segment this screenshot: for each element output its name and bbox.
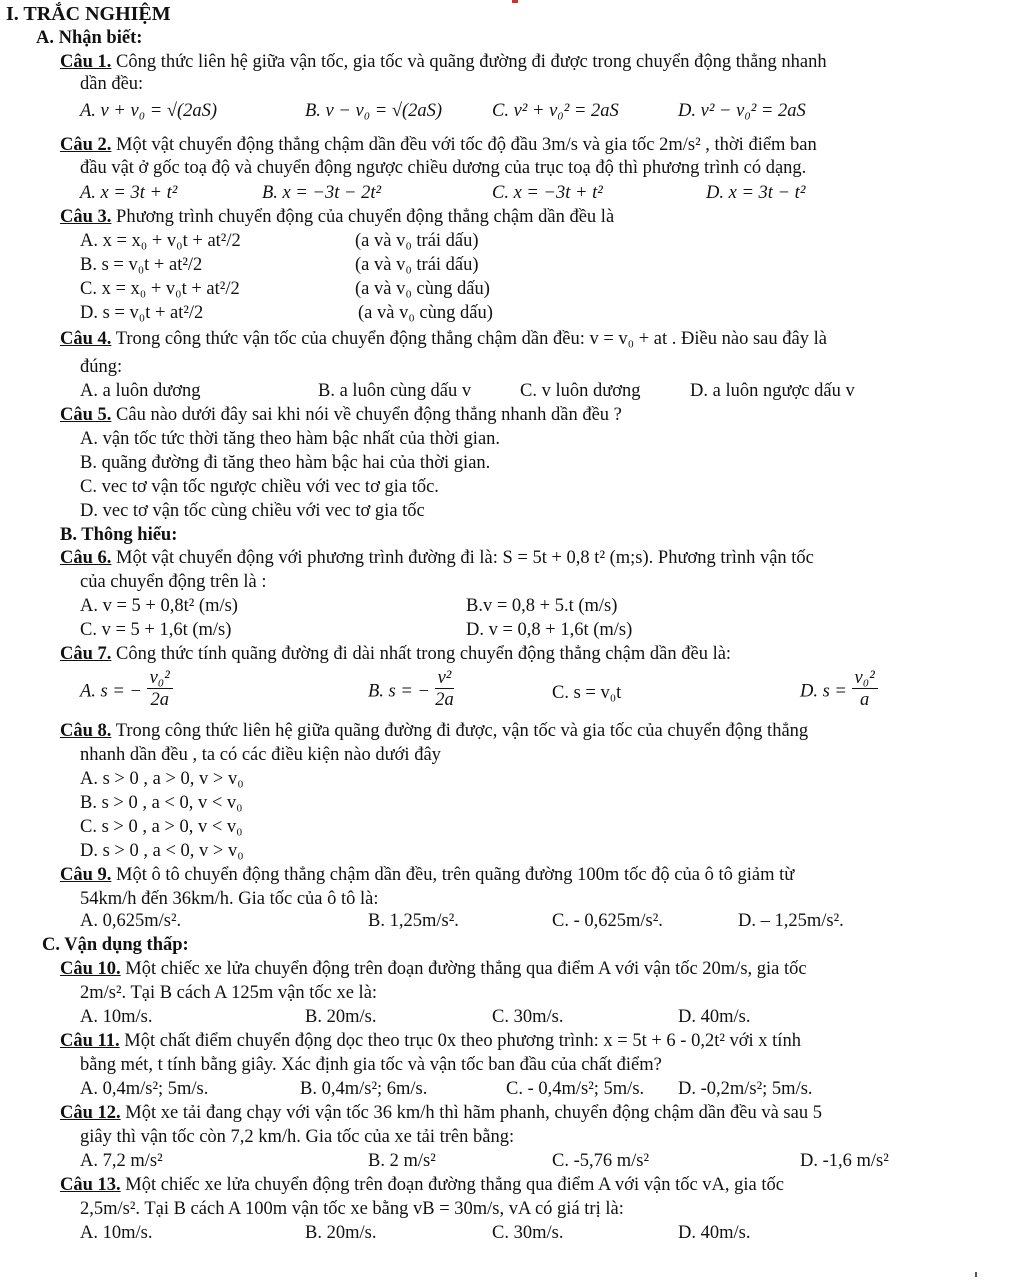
- question-6: [60, 547, 814, 569]
- option-a-prefix: A. s = −: [80, 681, 142, 702]
- option-c: C. x = −3t + t²: [492, 183, 603, 203]
- option-d: D. s = v₀t + at²/2: [80, 303, 204, 323]
- option-a: A. a luôn dương: [80, 381, 201, 401]
- question-number: Câu 13.: [60, 1175, 121, 1195]
- part-b-heading: B. Thông hiểu:: [60, 525, 178, 545]
- fraction: [435, 668, 455, 711]
- option-b: B. x = −3t − 2t²: [262, 183, 382, 203]
- question-3: [60, 206, 614, 228]
- option-c-note: (a và v₀ cùng dấu): [355, 279, 490, 299]
- option-b: [368, 670, 454, 713]
- option-b-note: (a và v₀ trái dấu): [355, 255, 479, 275]
- numerator: v₀²: [147, 668, 173, 689]
- question-number: Câu 3.: [60, 207, 112, 227]
- option-c: C. v² + v₀² = 2aS: [492, 101, 619, 121]
- option-c: C. - 0,4m/s²; 5m/s.: [506, 1079, 645, 1099]
- question-text: Một chiếc xe lửa chuyển động trên đoạn đường thẳng qua điểm A với vận tốc 20m/s, gia tốc: [120, 959, 807, 979]
- question-number: Câu 12.: [60, 1103, 121, 1123]
- option-a: A. x = x₀ + v₀t + at²/2: [80, 231, 241, 251]
- question-8: [60, 720, 808, 742]
- denominator: a: [860, 690, 870, 710]
- question-text-cont: dần đều:: [80, 74, 144, 94]
- option-c: C. x = x₀ + v₀t + at²/2: [80, 279, 240, 299]
- option-b: B. quãng đường đi tăng theo hàm bậc hai của thời gian.: [80, 453, 491, 473]
- option-c: C. vec tơ vận tốc ngược chiều với vec tơ gia tốc.: [80, 477, 439, 497]
- option-b-prefix: B. s = −: [368, 681, 430, 702]
- option-d: D. vec tơ vận tốc cùng chiều với vec tơ gia tốc: [80, 501, 425, 521]
- question-text: Công thức liên hệ giữa vận tốc, gia tốc và quãng đường đi được trong chuyển động thẳng nhanh: [111, 52, 827, 72]
- option-a: A. v = 5 + 0,8t² (m/s): [80, 596, 238, 616]
- option-d: D. v² − v₀² = 2aS: [678, 101, 806, 121]
- option-a: A. 0,4m/s²; 5m/s.: [80, 1079, 209, 1099]
- question-text-cont: nhanh dần đều , ta có các điều kiện nào dưới đây: [80, 745, 441, 765]
- question-text: Một vật chuyển động với phương trình đường đi là: S = 5t + 0,8 t² (m;s). Phương trình vận tốc: [111, 548, 814, 568]
- option-d: D. 40m/s.: [678, 1007, 751, 1027]
- option-a: A. v + v₀ = √(2aS): [80, 101, 218, 121]
- question-text: Một ô tô chuyển động thẳng chậm dần đều, trên quãng đường 100m tốc độ của ô tô giảm từ: [111, 865, 795, 885]
- question-number: Câu 8.: [60, 721, 112, 741]
- question-10: [60, 958, 807, 980]
- question-number: Câu 1.: [60, 52, 112, 72]
- question-number: Câu 11.: [60, 1031, 120, 1051]
- option-d-prefix: D. s =: [800, 681, 852, 702]
- option-c: C. s > 0 , a > 0, v < v₀: [80, 817, 243, 837]
- question-text: Câu nào dưới đây sai khi nói về chuyển động thẳng nhanh dần đều ?: [111, 405, 622, 425]
- option-a-note: (a và v₀ trái dấu): [355, 231, 479, 251]
- question-7: [60, 643, 731, 665]
- option-d: D. -0,2m/s²; 5m/s.: [678, 1079, 813, 1099]
- option-b: B. 20m/s.: [305, 1223, 377, 1243]
- denominator: 2a: [435, 690, 454, 710]
- option-c: C. s = v₀t: [552, 683, 622, 703]
- question-text-cont: giây thì vận tốc còn 7,2 km/h. Gia tốc của xe tải trên bằng:: [80, 1127, 515, 1147]
- question-12: [60, 1102, 822, 1124]
- question-13: [60, 1174, 784, 1196]
- option-b: B. 0,4m/s²; 6m/s.: [300, 1079, 428, 1099]
- scan-mark-top: [512, 0, 518, 3]
- question-text: Một chất điểm chuyển động dọc theo trục 0x theo phương trình: x = 5t + 6 - 0,2t² với x tính: [119, 1031, 801, 1051]
- question-number: Câu 10.: [60, 959, 121, 979]
- option-b: B. 2 m/s²: [368, 1151, 436, 1171]
- option-b: B. s > 0 , a < 0, v < v₀: [80, 793, 243, 813]
- fraction: [147, 668, 173, 711]
- option-a: A. 10m/s.: [80, 1007, 153, 1027]
- option-d: D. v = 0,8 + 1,6t (m/s): [466, 620, 633, 640]
- option-b: B. v − v₀ = √(2aS): [305, 101, 443, 121]
- fraction: [852, 668, 878, 711]
- question-number: Câu 6.: [60, 548, 112, 568]
- question-number: Câu 5.: [60, 405, 112, 425]
- option-a: [80, 670, 173, 713]
- option-b: B. 20m/s.: [305, 1007, 377, 1027]
- question-text-cont: 2m/s². Tại B cách A 125m vận tốc xe là:: [80, 983, 378, 1003]
- option-d: D. 40m/s.: [678, 1223, 751, 1243]
- question-number: Câu 2.: [60, 135, 112, 155]
- question-text: Một vật chuyển động thẳng chậm dần đều với tốc độ đầu 3m/s và gia tốc 2m/s² , thời điểm ban: [111, 135, 817, 155]
- scan-mark-bottom: [975, 1272, 977, 1277]
- question-1: [60, 51, 827, 73]
- option-a: A. x = 3t + t²: [80, 183, 178, 203]
- option-a: A. 7,2 m/s²: [80, 1151, 163, 1171]
- question-5: [60, 404, 622, 426]
- question-text-cont: bằng mét, t tính bằng giây. Xác định gia tốc và vận tốc ban đầu của chất điểm?: [80, 1055, 662, 1075]
- option-b: B. a luôn cùng dấu v: [318, 381, 472, 401]
- question-number: Câu 7.: [60, 644, 112, 664]
- question-text-cont: 54km/h đến 36km/h. Gia tốc của ô tô là:: [80, 889, 379, 909]
- option-a: A. 0,625m/s².: [80, 911, 182, 931]
- question-text: Trong công thức liên hệ giữa quãng đường đi được, vận tốc và gia tốc của chuyển động thẳng: [111, 721, 809, 741]
- question-text: Công thức tính quãng đường đi dài nhất trong chuyển động thẳng chậm dần đều là:: [111, 644, 732, 664]
- option-c: C. - 0,625m/s².: [552, 911, 663, 931]
- option-d: D. x = 3t − t²: [706, 183, 806, 203]
- option-c: C. 30m/s.: [492, 1007, 564, 1027]
- question-number: Câu 9.: [60, 865, 112, 885]
- option-c: C. v luôn dương: [520, 381, 641, 401]
- part-a-heading: A. Nhận biết:: [36, 28, 143, 48]
- question-text-cont: đúng:: [80, 357, 123, 377]
- numerator: v₀²: [852, 668, 878, 689]
- option-a: A. s > 0 , a > 0, v > v₀: [80, 769, 244, 789]
- option-a: A. 10m/s.: [80, 1223, 153, 1243]
- option-d: D. -1,6 m/s²: [800, 1151, 889, 1171]
- option-b: B. 1,25m/s².: [368, 911, 459, 931]
- question-text: Một xe tải đang chạy với vận tốc 36 km/h thì hãm phanh, chuyển động chậm dần đều và sau 5: [120, 1103, 822, 1123]
- option-d: [800, 670, 878, 713]
- question-text: Trong công thức vận tốc của chuyển động thẳng chậm dần đều: v = v₀ + at . Điều nào sau đây là: [111, 329, 827, 349]
- denominator: 2a: [150, 690, 169, 710]
- question-number: Câu 4.: [60, 329, 112, 349]
- option-d: D. a luôn ngược dấu v: [690, 381, 855, 401]
- question-9: [60, 864, 794, 886]
- question-text-cont: 2,5m/s². Tại B cách A 100m vận tốc xe bằng vB = 30m/s, vA có giá trị là:: [80, 1199, 624, 1219]
- part-c-heading: C. Vận dụng thấp:: [42, 935, 189, 955]
- section-title: I. TRẮC NGHIỆM: [6, 3, 171, 25]
- option-a: A. vận tốc tức thời tăng theo hàm bậc nhất của thời gian.: [80, 429, 501, 449]
- question-text: Phương trình chuyển động của chuyển động thẳng chậm dần đều là: [111, 207, 615, 227]
- option-c: C. -5,76 m/s²: [552, 1151, 650, 1171]
- option-b: B.v = 0,8 + 5.t (m/s): [466, 596, 618, 616]
- option-c: C. v = 5 + 1,6t (m/s): [80, 620, 232, 640]
- question-2: [60, 134, 817, 156]
- question-text-cont: của chuyển động trên là :: [80, 572, 267, 592]
- option-d: D. s > 0 , a < 0, v > v₀: [80, 841, 244, 861]
- option-c: C. 30m/s.: [492, 1223, 564, 1243]
- question-text-cont: đầu vật ở gốc toạ độ và chuyển động ngược chiều dương của trục toạ độ thì phương trình có dạng.: [80, 158, 807, 178]
- question-4: [60, 328, 827, 350]
- option-d-note: (a và v₀ cùng dấu): [358, 303, 493, 323]
- question-text: Một chiếc xe lửa chuyển động trên đoạn đường thẳng qua điểm A với vận tốc vA, gia tốc: [120, 1175, 784, 1195]
- option-b: B. s = v₀t + at²/2: [80, 255, 203, 275]
- option-d: D. – 1,25m/s².: [738, 911, 844, 931]
- question-11: [60, 1030, 801, 1052]
- numerator: v²: [435, 668, 455, 689]
